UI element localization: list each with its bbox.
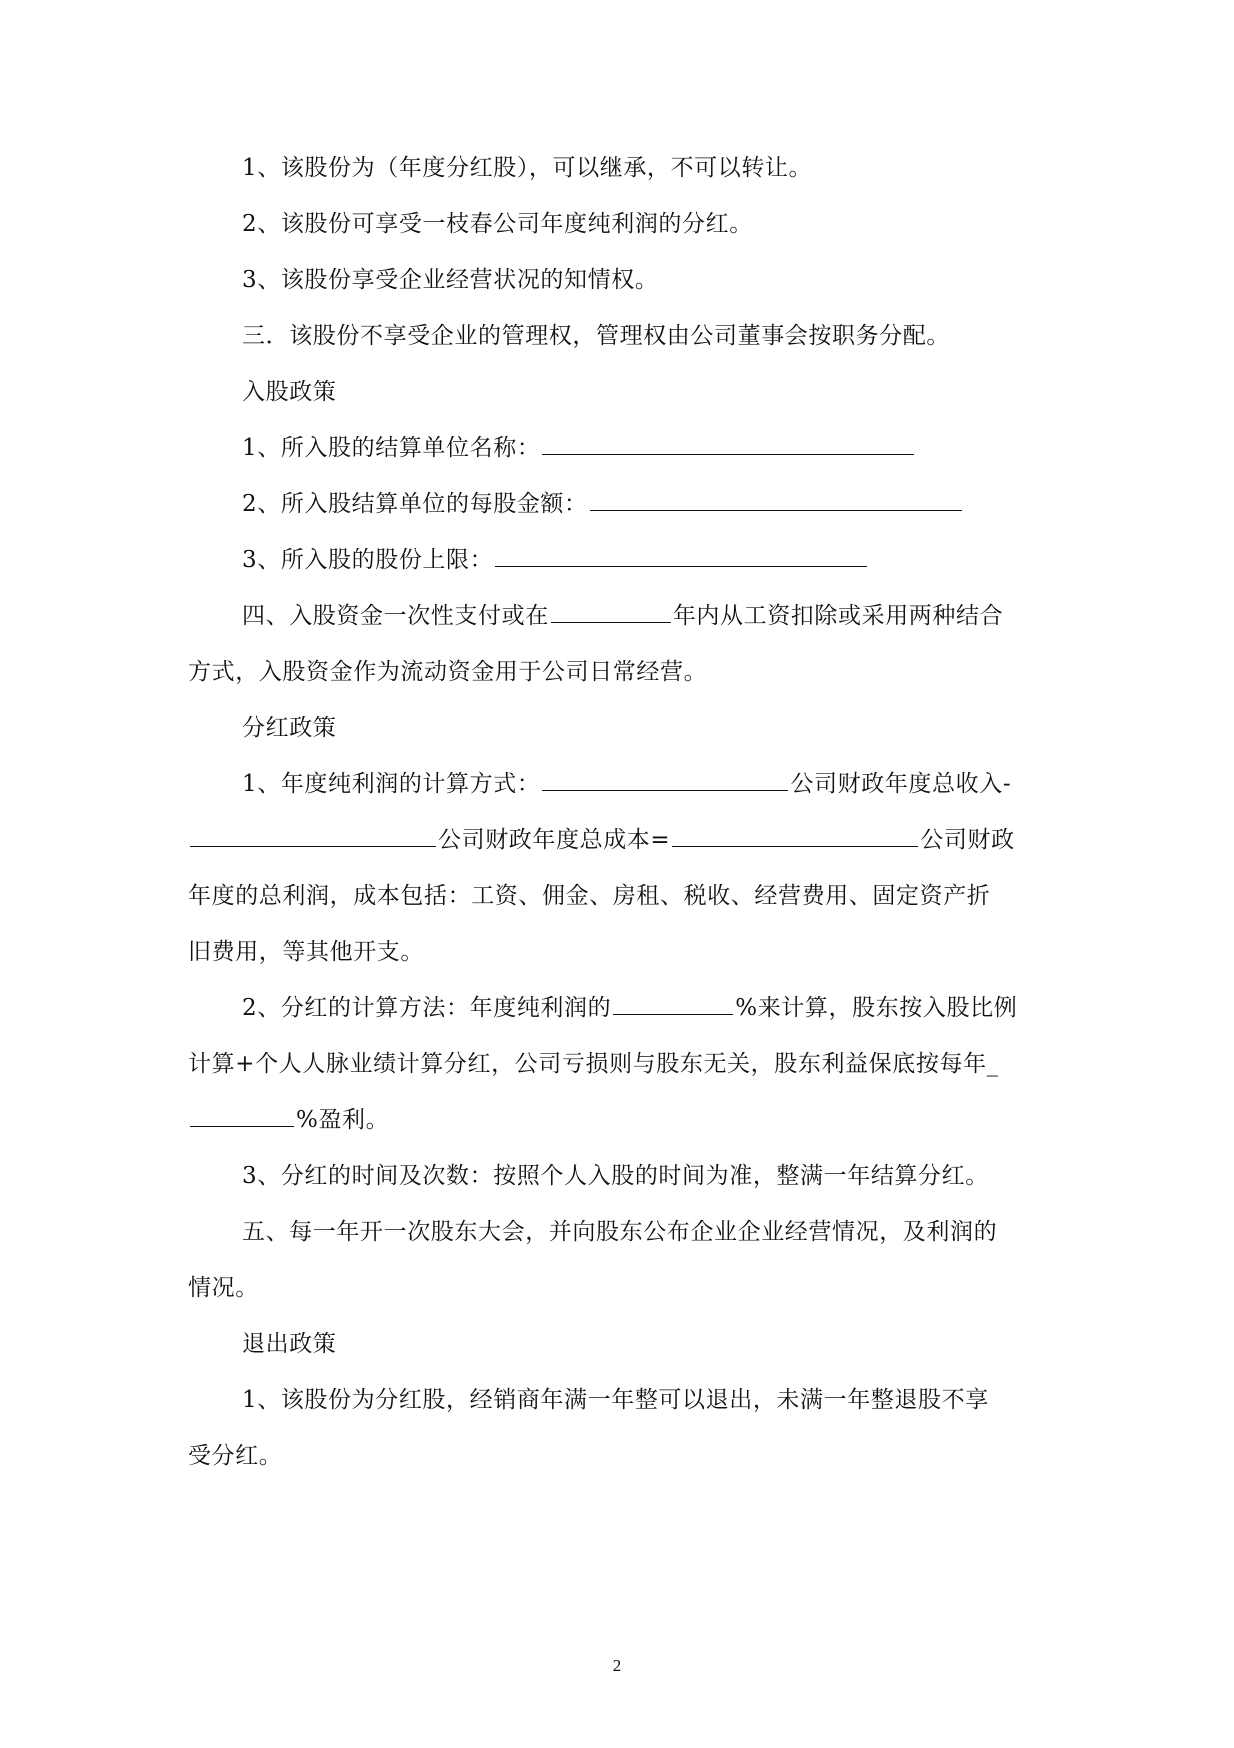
clause-five-line-2: 情况。 (188, 1275, 259, 1301)
fill-in-blank[interactable] (672, 824, 918, 847)
exit-item-1-line-1: 1、该股份为分红股，经销商年满一年整可以退出，未满一年整退股不享 (242, 1387, 989, 1413)
clause-four-line-2: 方式，入股资金作为流动资金用于公司日常经营。 (188, 659, 708, 685)
fill-in-blank[interactable] (495, 544, 867, 567)
clause-five-line-1: 五、每一年开一次股东大会，并向股东公布企业企业经营情况，及利润的 (242, 1219, 998, 1245)
fill-in-blank[interactable] (542, 432, 914, 455)
dividend-item-3: 3、分红的时间及次数：按照个人入股的时间为准，整满一年结算分红。 (242, 1163, 989, 1189)
section-heading-dividend-policy: 分红政策 (242, 715, 337, 741)
dividend-item-2-line-2: 计算+个人人脉业绩计算分红，公司亏损则与股东无关，股东利益保底按每年_ (188, 1051, 999, 1077)
clause-2: 2、该股份可享受一枝春公司年度纯利润的分红。 (242, 211, 753, 237)
clause-1: 1、该股份为（年度分红股），可以继承，不可以转让。 (242, 155, 813, 181)
clause-3: 3、该股份享受企业经营状况的知情权。 (242, 267, 659, 293)
fill-in-blank[interactable] (590, 488, 962, 511)
dividend-item-2-line-3: %盈利。 (188, 1092, 389, 1149)
dividend-item-1-line-1: 1、年度纯利润的计算方式： 公司财政年度总收入- (242, 756, 1011, 813)
clause-three-management: 三．该股份不享受企业的管理权，管理权由公司董事会按职务分配。 (242, 323, 950, 349)
fill-in-blank[interactable] (613, 992, 733, 1015)
dividend-item-2-line-1: 2、分红的计算方法：年度纯利润的 %来计算，股东按入股比例 (242, 980, 1017, 1037)
dividend-item-1-line-4: 旧费用，等其他开支。 (188, 939, 424, 965)
investment-item-3: 3、所入股的股份上限： (242, 532, 869, 589)
fill-in-blank[interactable] (190, 824, 436, 847)
fill-in-blank[interactable] (551, 600, 671, 623)
clause-four-line-1: 四、入股资金一次性支付或在 年内从工资扣除或采用两种结合 (242, 588, 1003, 645)
page-number: 2 (612, 1656, 622, 1675)
investment-item-1: 1、所入股的结算单位名称： (242, 420, 916, 477)
section-heading-exit-policy: 退出政策 (242, 1331, 337, 1357)
section-heading-investment-policy: 入股政策 (242, 379, 337, 405)
investment-item-2: 2、所入股结算单位的每股金额： (242, 476, 964, 533)
fill-in-blank[interactable] (542, 768, 788, 791)
dividend-item-1-line-3: 年度的总利润，成本包括：工资、佣金、房租、税收、经营费用、固定资产折 (188, 883, 991, 909)
fill-in-blank[interactable] (190, 1104, 294, 1127)
exit-item-1-line-2: 受分红。 (188, 1443, 283, 1469)
dividend-item-1-line-2: 公司财政年度总成本= 公司财政 (188, 812, 1015, 869)
